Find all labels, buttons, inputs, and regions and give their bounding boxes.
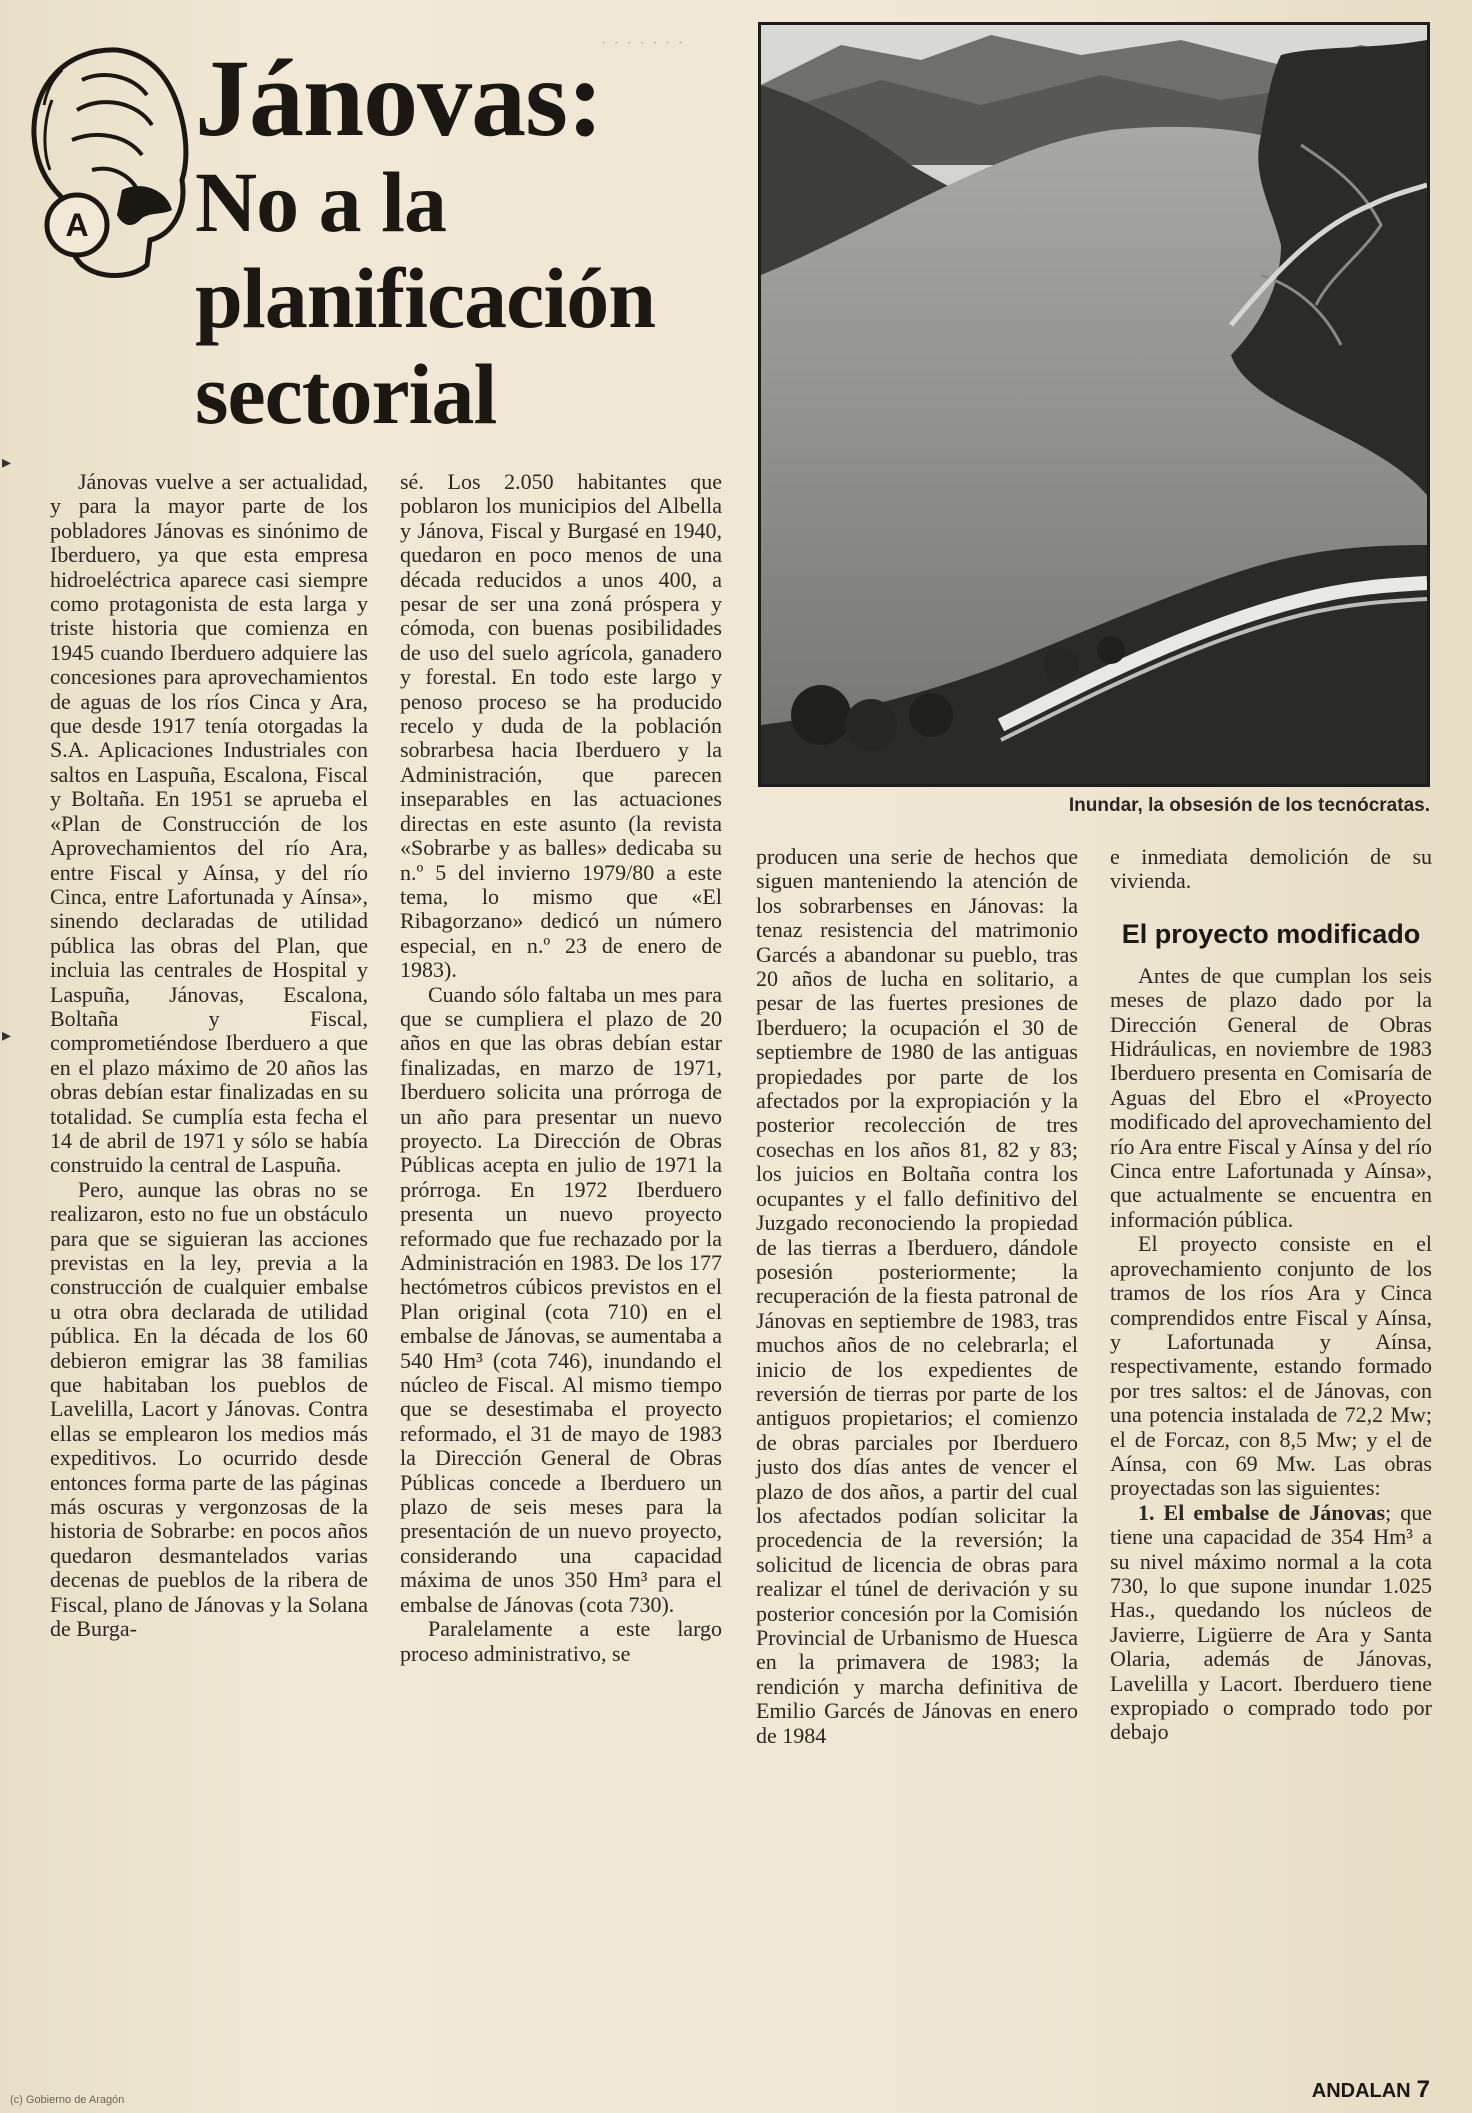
article-column-2	[400, 470, 722, 1666]
paragraph: e inmediata demolición de su vivienda.	[1110, 844, 1432, 894]
paragraph: Cuando sólo faltaba un mes para que se cumpliera el plazo de 20 años en que las obras debían estar finalizadas, en marzo de 1971, Iberduero solicita una prórroga de un año para presentar un nuevo proyecto. La Dirección de Obras Públicas acepta en julio de 1971 la prórroga. En 1972 Iberduero presenta un nuevo proyecto reformado que fue rechazado por la Administración en 1983. De los 177 hectómetros cúbicos previstos en el Plan original (cota 710) en el embalse de Jánovas, se aumentaba a 540 Hm³ (cota 746), inundando el núcleo de Fiscal. Al mismo tiempo que se desestimaba el proyecto reformado, el 31 de mayo de 1983 la Dirección General de Obras Públicas concede a Iberduero un plazo de seis meses para la presentación de un nuevo proyecto, considerando una capacidad máxima de unos 350 Hm³ para el embalse de Jánovas (cota 730).	[400, 981, 722, 1617]
paragraph: sé. Los 2.050 habitantes que poblaron los municipios del Albella y Jánova, Fiscal y Burgasé en 1940, quedaron en poco menos de una década reducidos a unos 400, a pesar de ser una zoná próspera y cómoda, con buenas posibilidades de uso del suelo agrícola, ganadero y forestal. En todo este largo y penoso proceso se ha producido recelo y duda de la población sobrarbesa hacia Iberduero y la Administración, que parecen inseparables en las actuaciones directas en este asunto (la revista «Sobrarbe y as balles» dedicaba su n.º 5 del invierno 1979/80 a este tema, lo mismo que «El Ribagorzano» dedicó un número especial, en n.º 23 de enero de 1983).	[400, 469, 722, 983]
section-subheading: El proyecto modificado	[1121, 918, 1421, 949]
article-column-1	[50, 470, 368, 1642]
article-column-3	[756, 845, 1078, 1748]
margin-mark: ▸	[2, 1025, 12, 1045]
paragraph: Jánovas vuelve a ser actualidad, y para la mayor parte de los pobladores Jánovas es sinónimo de Iberduero, ya que esta empresa hidroeléctrica aparece casi siempre como protagonista de esta larga y triste historia que comienza en 1945 cuando Iberduero adquiere las concesiones para aprovechamientos de aguas de los ríos Cinca y Ara, que desde 1917 tenía otorgadas la S.A. Aplicaciones Industriales con saltos en Laspuña, Escalona, Fiscal y Boltaña. En 1951 se aprueba el «Plan de Construcción de los Aprovechamientos del río Ara, entre Fiscal y Aínsa, y del río Cinca, entre Lafortunada y Aínsa», sinendo declaradas de utilidad pública las obras del Plan, que incluia las centrales de Hospital y Laspuña, Jánovas, Escalona, Boltaña y Fiscal, comprometiéndose Iberduero a que en el plazo máximo de 20 años las obras debían estar finalizadas en su totalidad. Se cumplía esta fecha el 14 de abril de 1971 y sólo se había construido la central de Laspuña.	[50, 469, 368, 1178]
title-line-3: planificación	[195, 250, 656, 346]
paragraph	[1110, 1501, 1432, 1745]
paragraph: Antes de que cumplan los seis meses de plazo dado por la Dirección General de Obras Hidráulicas, en noviembre de 1983 Iberduero presenta en Comisaría de Aguas del Ebro el «Proyecto modificado del aprovechamiento del río Ara entre Fiscal y Aínsa y del río Cinca entre Lafortunada y Aínsa», que actualmente se encuentra en información pública.	[1110, 962, 1432, 1232]
magazine-name: ANDALAN	[1311, 2080, 1411, 2102]
paragraph-rest: ; que tiene una capacidad de 354 Hm³ a su nivel máximo normal a la cota 730, lo que supone inundar 1.025 Has., quedando los núcleos de Javierre, Ligüerre de Ara y Santa Olaria, además de Jánovas, Lavelilla y Lacort. Iberduero tiene expropiado o comprado todo por debajo	[1110, 1499, 1432, 1745]
copyright-credit: (c) Gobierno de Aragón	[10, 2094, 125, 2106]
paragraph: Paralelamente a este largo proceso administrativo, se	[400, 1616, 722, 1666]
reservoir-illustration	[761, 25, 1427, 784]
article-column-4	[1110, 845, 1432, 1745]
page-footer	[1312, 2076, 1430, 2104]
photo-caption: Inundar, la obsesión de los tecnócratas.	[1068, 795, 1430, 816]
reservoir-photo	[758, 22, 1430, 787]
page-number: 7	[1416, 2076, 1430, 2103]
paragraph: producen una serie de hechos que siguen manteniendo la atención de los sobrarbenses en Jánovas: la tenaz resistencia del matrimonio Garcés a abandonar su pueblo, tras 20 años de lucha en solitario, a pesar de las fuertes presiones de Iberduero; la ocupación el 30 de septiembre de 1980 de las antiguas propiedades por parte de los afectados por la expropiación y la posterior recolección de tres cosechas en los años 81, 82 y 83; los juicios en Boltaña contra los ocupantes y el fallo definitivo del Juzgado reconociendo la propiedad de las tierras a Iberduero, dándole posesión posteriormente; la recuperación de la fiesta patronal de Jánovas en septiembre de 1983, tras muchos años de no celebrarla; el inicio de los expedientes de reversión de tierras por parte de los antiguos propietarios; el comienzo de obras parciales por Iberduero justo dos días antes de vencer el plazo de dos años, a partir del cual los afectados podían solicitar la procedencia de la reversión; la solicitud de licencia de obras para realizar el túnel de derivación y su posterior concesión por la Comisión Provincial de Urbanismo de Huesca en la primavera de 1983; la rendición y marcha definitiva de Emilio Garcés de Jánovas en enero de 1984	[756, 844, 1078, 1748]
logo-letter: A	[65, 207, 89, 243]
margin-mark: ▸	[2, 452, 12, 472]
title-line-1: Jánovas:	[195, 37, 603, 159]
title-line-2: No a la	[195, 154, 446, 250]
paragraph: Pero, aunque las obras no se realizaron, esto no fue un obstáculo para que se siguieran las acciones previstas en la ley, previa a la construcción de cualquier embalse u otra obra declarada de utilidad pública. En la década de los 60 debieron emigrar las 38 familias que habitaban los pueblos de Lavelilla, Lacort y Jánovas. Contra ellas se emplearon los medios más expeditivos. Lo ocurrido desde entonces forma parte de las páginas más oscuras y vergonzosas de la historia de Sobrarbe: en pocos años quedaron desmantelados varias decenas de pueblos de la ribera de Fiscal, plano de Jánovas y la Solana de Burga-	[50, 1176, 368, 1642]
paragraph: El proyecto consiste en el aprovechamiento conjunto de los tramos de los ríos Ara y Cinca comprendidos entre Fiscal y Aínsa, y Lafortunada y Aínsa, respectivamente, estando formado por tres saltos: el de Jánovas, con una potencia instalada de 72,2 Mw; el de Forcaz, con 8,5 Mw; y el de Aínsa, con 69 Mw. Las obras proyectadas son las siguientes:	[1110, 1231, 1432, 1501]
title-line-4: sectorial	[195, 346, 497, 442]
andalan-logo	[22, 40, 197, 285]
article-title	[195, 37, 755, 442]
bold-lead: 1. El embalse de Jánovas	[1138, 1499, 1386, 1525]
bleed-through-text: · · · · · · ·	[600, 30, 685, 55]
